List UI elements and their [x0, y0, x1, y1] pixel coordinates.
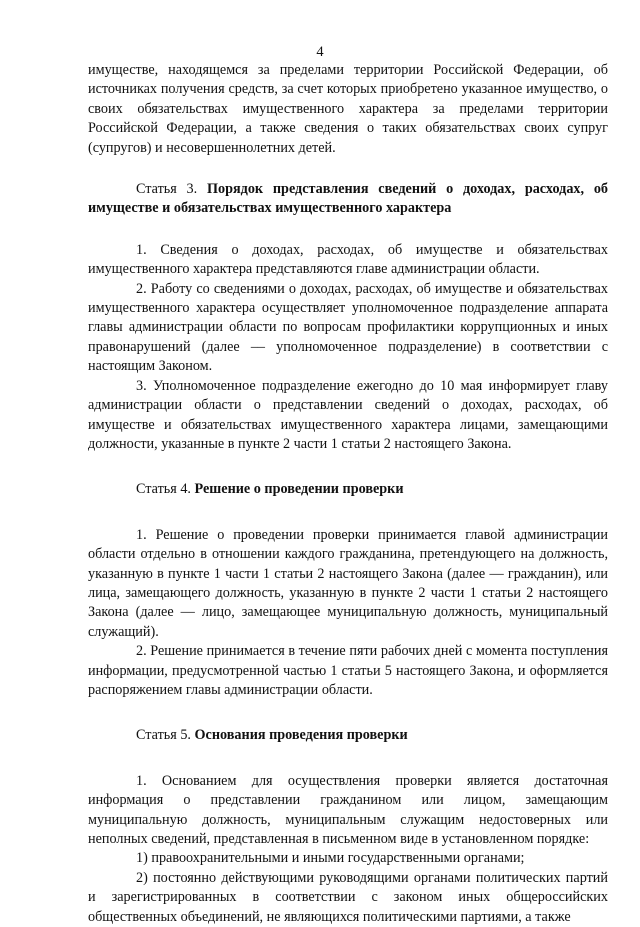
article-5-title: Основания проведения проверки — [194, 727, 408, 744]
article-5-item-1: 1) правоохранительными и иными государственными органами; — [136, 850, 525, 867]
article-3-heading — [88, 180, 608, 219]
article-3-title: Порядок представления сведений о доходах, расходах, об имуществе и обязательствах имущественного характера — [88, 181, 609, 217]
intro-paragraph: имуществе, находящемся за пределами территории Российской Федерации, об источниках получения средств, за счет которых приобретено указанное имущество, о своих обязательствах имущественного характера за пределами территории Российской Федерации, а также сведения о таких обязательствах своих супруг (супругов) и несовершеннолетних детей. — [88, 62, 608, 156]
article-5-heading — [88, 726, 608, 745]
article-5-paragraph-1: 1. Основанием для осуществления проверки является достаточная информация о представлении гражданином или лицом, замещающим муниципальную должность, муниципальным служащим недостоверных или неполных сведений, представленная в письменном виде в установленном порядке: — [88, 772, 608, 847]
article-3-paragraph-2: 2. Работу со сведениями о доходах, расходах, об имуществе и обязательствах имущественного характера осуществляет уполномоченное подразделение аппарата главы администрации области по вопросам профилактики коррупционных и иных правонарушений (далее –– уполномоченное подразделение) в соответствии с настоящим Законом. — [88, 280, 608, 375]
article-4-title: Решение о проведении проверки — [194, 481, 404, 498]
article-4-paragraph-2: 2. Решение принимается в течение пяти рабочих дней с момента поступления информации, предусмотренной частью 1 статьи 5 настоящего Закона, и оформляется распоряжением главы администрации области. — [88, 643, 608, 698]
article-4-prefix: Статья 4. — [136, 481, 191, 498]
page-number: 4 — [316, 44, 324, 60]
article-5-prefix: Статья 5. — [136, 727, 191, 744]
article-4-heading — [88, 480, 608, 499]
article-3-prefix: Статья 3. — [136, 181, 198, 198]
article-5-item-2: 2) постоянно действующими руководящими органами политических партий и зарегистрированных в соответствии с законом иных общероссийских общественных объединений, не являющихся политическими партиями, а также — [88, 869, 608, 925]
article-3-paragraph-3: 3. Уполномоченное подразделение ежегодно до 10 мая информирует главу администрации области о представлении сведений о доходах, расходах, об имуществе и обязательствах имущественного характера лицами, замещающими должности, указанные в пункте 2 части 1 статьи 2 настоящего Закона. — [88, 377, 608, 452]
article-3-paragraph-1: 1. Сведения о доходах, расходах, об имуществе и обязательствах имущественного характера представляются главе администрации области. — [88, 241, 608, 278]
article-4-paragraph-1: 1. Решение о проведении проверки принимается главой администрации области отдельно в отношении каждого гражданина, претендующего на должность, указанную в пункте 1 части 1 статьи 2 настоящего Закона (далее — гражданин), или лица, замещающего должность, указанную в пункте 2 части 1 статьи 2 настоящего Закона (далее — лицо, замещающее муниципальную должность, муниципальный служащий). — [88, 526, 608, 640]
document-body — [88, 61, 608, 927]
